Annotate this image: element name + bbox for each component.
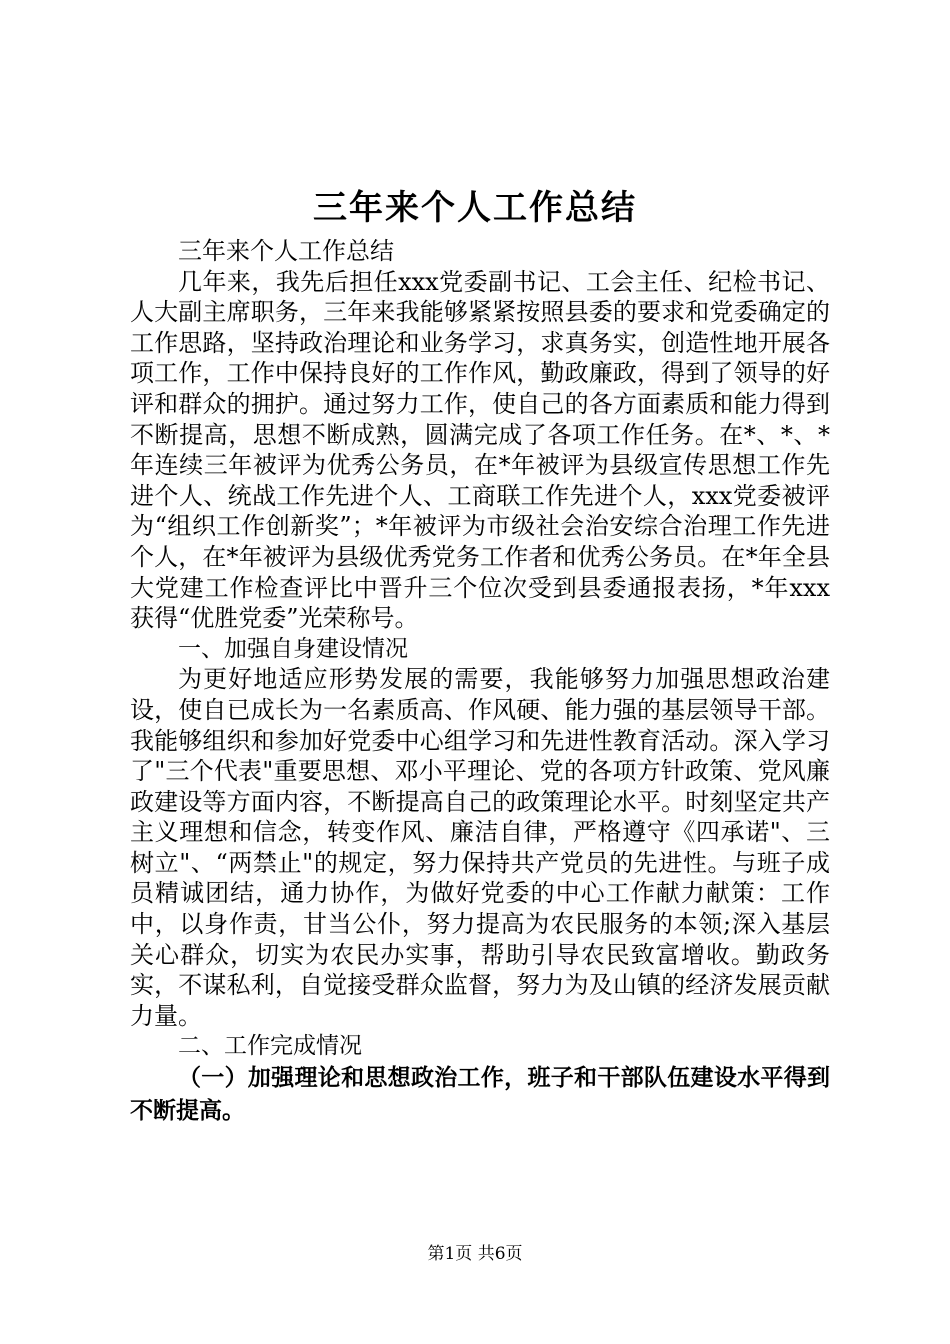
section-heading-1: 一、加强自身建设情况 xyxy=(178,635,408,662)
paragraph-intro: 几年来，我先后担任xxx党委副书记、工会主任、纪检书记、人大副主席职务，三年来我能够紧紧按照县委的要求和党委确定的工作思路，坚持政治理论和业务学习，求真务实，创造性地开展各项工作，工作中保持良好的工作作风，勤政廉政，得到了领导的好评和群众的拥护。通过努力工作，使自己的各方面素质和能力得到不断提高，思想不断成熟，圆满完成了各项工作任务。在*、*、*年连续三年被评为优秀公务员，在*年被评为县级宣传思想工作先进个人、统战工作先进个人、工商联工作先进个人，xxx党委被评为“组织工作创新奖”；*年被评为市级社会治安综合治理工作先进个人，在*年被评为县级优秀党务工作者和优秀公务员。在*年全县大党建工作检查评比中晋升三个位次受到县委通报表扬，*年xxx获得“优胜党委”光荣称号。 xyxy=(130,267,830,633)
section-heading-2: 二、工作完成情况 xyxy=(178,1033,362,1060)
paragraph-subtitle: 三年来个人工作总结 xyxy=(178,237,394,265)
document-body xyxy=(130,236,830,1128)
page-footer: 第1页 共6页 xyxy=(427,1244,523,1264)
subsection-heading-1: （一）加强理论和思想政治工作，班子和干部队伍建设水平得到不断提高。 xyxy=(130,1065,830,1125)
paragraph-self-building: 为更好地适应形势发展的需要，我能够努力加强思想政治建设，使自已成长为一名素质高、作风硬、能力强的基层领导干部。我能够组织和参加好党委中心组学习和先进性教育活动。深入学习了"三个代表"重要思想、邓小平理论、党的各项方针政策、党风廉政建设等方面内容，不断提高自己的政策理论水平。时刻坚定共产主义理想和信念，转变作风、廉洁自律，严格遵守《四承诺"、三树立"、“两禁止"的规定，努力保持共产党员的先进性。与班子成员精诚团结，通力协作，为做好党委的中心工作献力献策：工作中，以身作责，甘当公仆，努力提高为农民服务的本领;深入基层关心群众，切实为农民办实事，帮助引导农民致富增收。勤政务实，不谋私利，自觉接受群众监督，努力为及山镇的经济发展贡献力量。 xyxy=(130,665,830,1030)
document-title: 三年来个人工作总结 xyxy=(313,188,637,228)
